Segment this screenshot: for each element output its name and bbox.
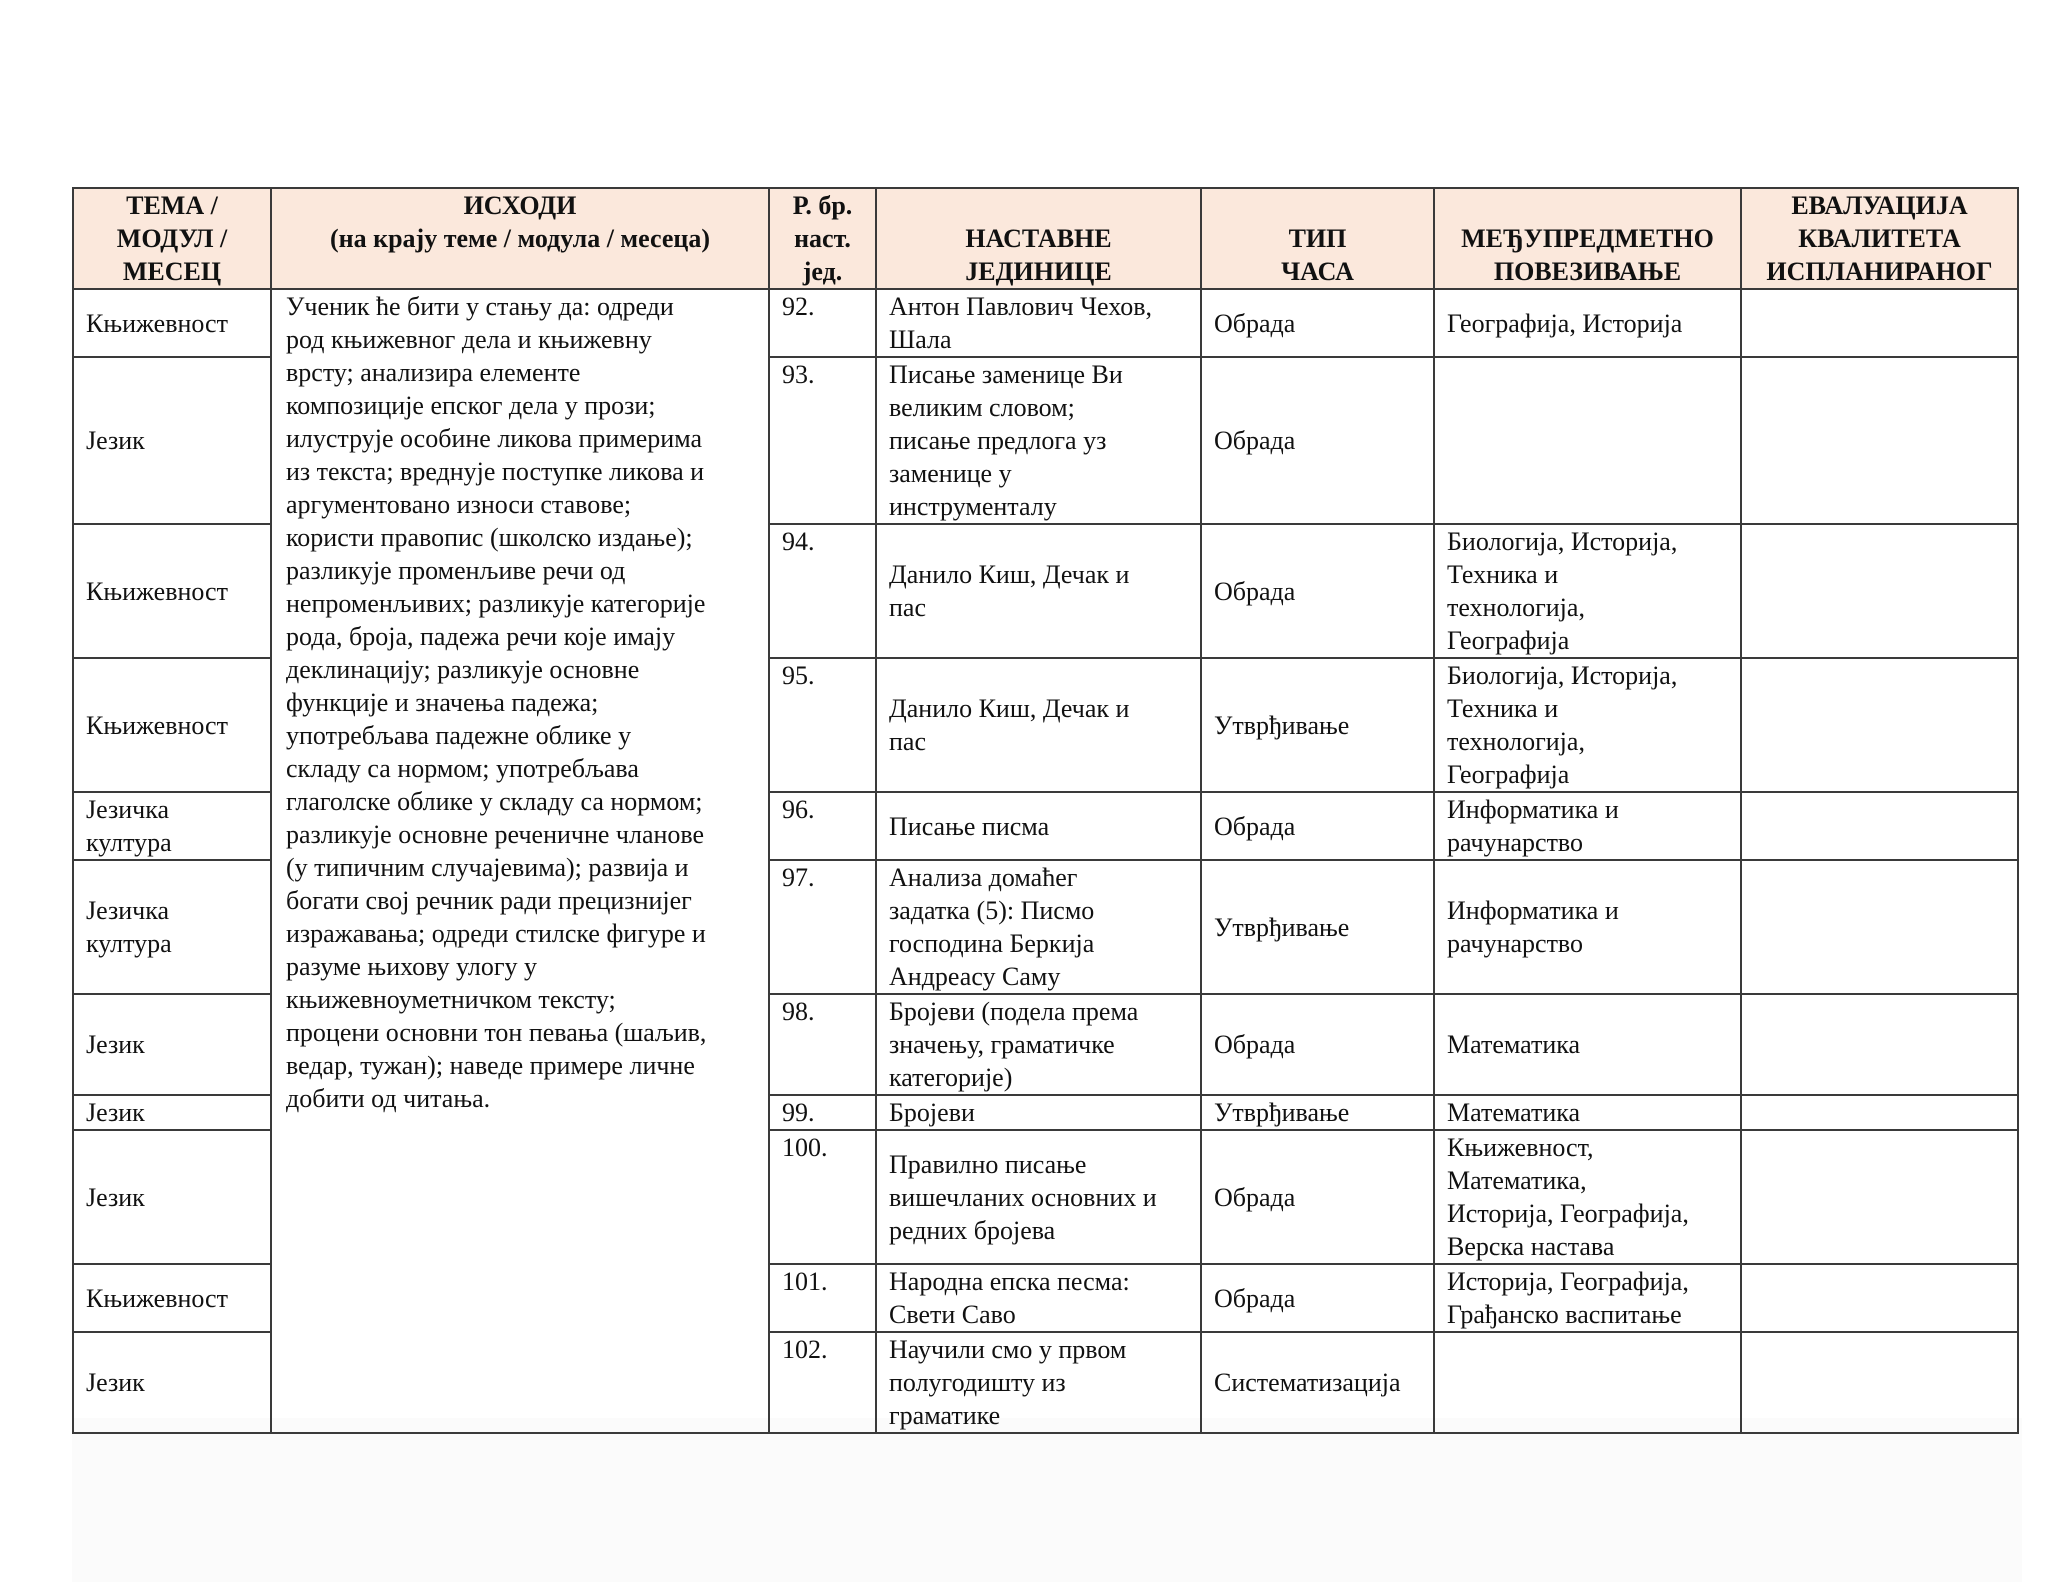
unit-cell: Писање заменице Ви великим словом; писање предлога уз заменице у инструменталу [876, 357, 1201, 524]
correlation-cell: Информатика и рачунарство [1434, 792, 1741, 860]
unit-cell: Данило Киш, Дечак и пас [876, 658, 1201, 792]
theme-cell: Језик [73, 357, 271, 524]
correlation-cell: Географија, Историја [1434, 289, 1741, 357]
theme-cell: Језик [73, 1095, 271, 1130]
evaluation-cell [1741, 1332, 2018, 1433]
header-number: Р. бр. наст. јед. [769, 188, 876, 289]
table-header-row [73, 188, 2018, 289]
number-cell: 99. [769, 1095, 876, 1130]
unit-cell: Антон Павлович Чехов, Шала [876, 289, 1201, 357]
theme-cell: Језик [73, 1130, 271, 1264]
type-cell: Систематизација [1201, 1332, 1434, 1433]
evaluation-cell [1741, 994, 2018, 1095]
unit-cell: Научили смо у првом полугодишту из граматике [876, 1332, 1201, 1433]
unit-cell: Бројеви (подела према значењу, граматичке категорије) [876, 994, 1201, 1095]
number-cell: 101. [769, 1264, 876, 1332]
header-evaluation: ЕВАЛУАЦИЈА КВАЛИТЕТА ИСПЛАНИРАНОГ [1741, 188, 2018, 289]
correlation-cell: Биологија, Историја, Техника и технологија, Географија [1434, 524, 1741, 658]
evaluation-cell [1741, 1130, 2018, 1264]
unit-cell: Бројеви [876, 1095, 1201, 1130]
correlation-cell [1434, 1332, 1741, 1433]
correlation-cell: Математика [1434, 1095, 1741, 1130]
type-cell: Обрада [1201, 792, 1434, 860]
evaluation-cell [1741, 1264, 2018, 1332]
lesson-plan-table [72, 187, 2019, 1434]
header-theme: ТЕМА / МОДУЛ / МЕСЕЦ [73, 188, 271, 289]
header-outcomes: ИСХОДИ (на крају теме / модула / месеца) [271, 188, 769, 289]
type-cell: Утврђивање [1201, 1095, 1434, 1130]
type-cell: Обрада [1201, 1130, 1434, 1264]
header-correlation: МЕЂУПРЕДМЕТНО ПОВЕЗИВАЊЕ [1434, 188, 1741, 289]
evaluation-cell [1741, 658, 2018, 792]
table-row [73, 289, 2018, 357]
theme-cell: Језик [73, 994, 271, 1095]
evaluation-cell [1741, 1095, 2018, 1130]
number-cell: 94. [769, 524, 876, 658]
number-cell: 100. [769, 1130, 876, 1264]
evaluation-cell [1741, 860, 2018, 994]
number-cell: 97. [769, 860, 876, 994]
unit-cell: Данило Киш, Дечак и пас [876, 524, 1201, 658]
correlation-cell: Информатика и рачунарство [1434, 860, 1741, 994]
theme-cell: Књижевност [73, 524, 271, 658]
header-units: НАСТАВНЕ ЈЕДИНИЦЕ [876, 188, 1201, 289]
number-cell: 93. [769, 357, 876, 524]
number-cell: 102. [769, 1332, 876, 1433]
evaluation-cell [1741, 524, 2018, 658]
theme-cell: Књижевност [73, 289, 271, 357]
correlation-cell: Књижевност, Математика, Историја, Географија, Верска настава [1434, 1130, 1741, 1264]
number-cell: 96. [769, 792, 876, 860]
number-cell: 98. [769, 994, 876, 1095]
theme-cell: Језик [73, 1332, 271, 1433]
evaluation-cell [1741, 357, 2018, 524]
type-cell: Утврђивање [1201, 860, 1434, 994]
type-cell: Обрада [1201, 1264, 1434, 1332]
correlation-cell: Биологија, Историја, Техника и технологија, Географија [1434, 658, 1741, 792]
unit-cell: Правилно писање вишечланих основних и редних бројева [876, 1130, 1201, 1264]
evaluation-cell [1741, 289, 2018, 357]
type-cell: Обрада [1201, 524, 1434, 658]
theme-cell: Књижевност [73, 658, 271, 792]
header-type: ТИП ЧАСА [1201, 188, 1434, 289]
type-cell: Утврђивање [1201, 658, 1434, 792]
unit-cell: Анализа домаћег задатка (5): Писмо господина Беркија Андреасу Саму [876, 860, 1201, 994]
number-cell: 95. [769, 658, 876, 792]
type-cell: Обрада [1201, 994, 1434, 1095]
correlation-cell: Историја, Географија, Грађанско васпитање [1434, 1264, 1741, 1332]
correlation-cell: Математика [1434, 994, 1741, 1095]
type-cell: Обрада [1201, 289, 1434, 357]
number-cell: 92. [769, 289, 876, 357]
type-cell: Обрада [1201, 357, 1434, 524]
theme-cell: Језичка култура [73, 792, 271, 860]
outcomes-cell: Ученик ће бити у стању да: одреди род књижевног дела и књижевну врсту; анализира елементе композиције епског дела у прози; илуструје особине ликова примерима из текста; вреднује поступке ликова и аргументовано износи ставове; користи правопис (школско издање); разликује променљиве речи од непроменљивих; разликује категорије рода, броја, падежа речи које имају деклинацију; разликује основне функције и значења падежа; употребљава падежне облике у складу са нормом; употребљава глаголске облике у складу са нормом; разликује основне реченичне чланове (у типичним случајевима); развија и богати свој речник ради прецизнијег изражавања; одреди стилске фигуре и разуме њихову улогу у књижевноуметничком тексту; процени основни тон певања (шаљив, ведар, тужан); наведе примере личне добити од читања. [271, 289, 769, 1433]
unit-cell: Писање писма [876, 792, 1201, 860]
evaluation-cell [1741, 792, 2018, 860]
theme-cell: Књижевност [73, 1264, 271, 1332]
unit-cell: Народна епска песма: Свети Саво [876, 1264, 1201, 1332]
correlation-cell [1434, 357, 1741, 524]
page-footer-area [72, 1418, 2022, 1582]
theme-cell: Језичка култура [73, 860, 271, 994]
